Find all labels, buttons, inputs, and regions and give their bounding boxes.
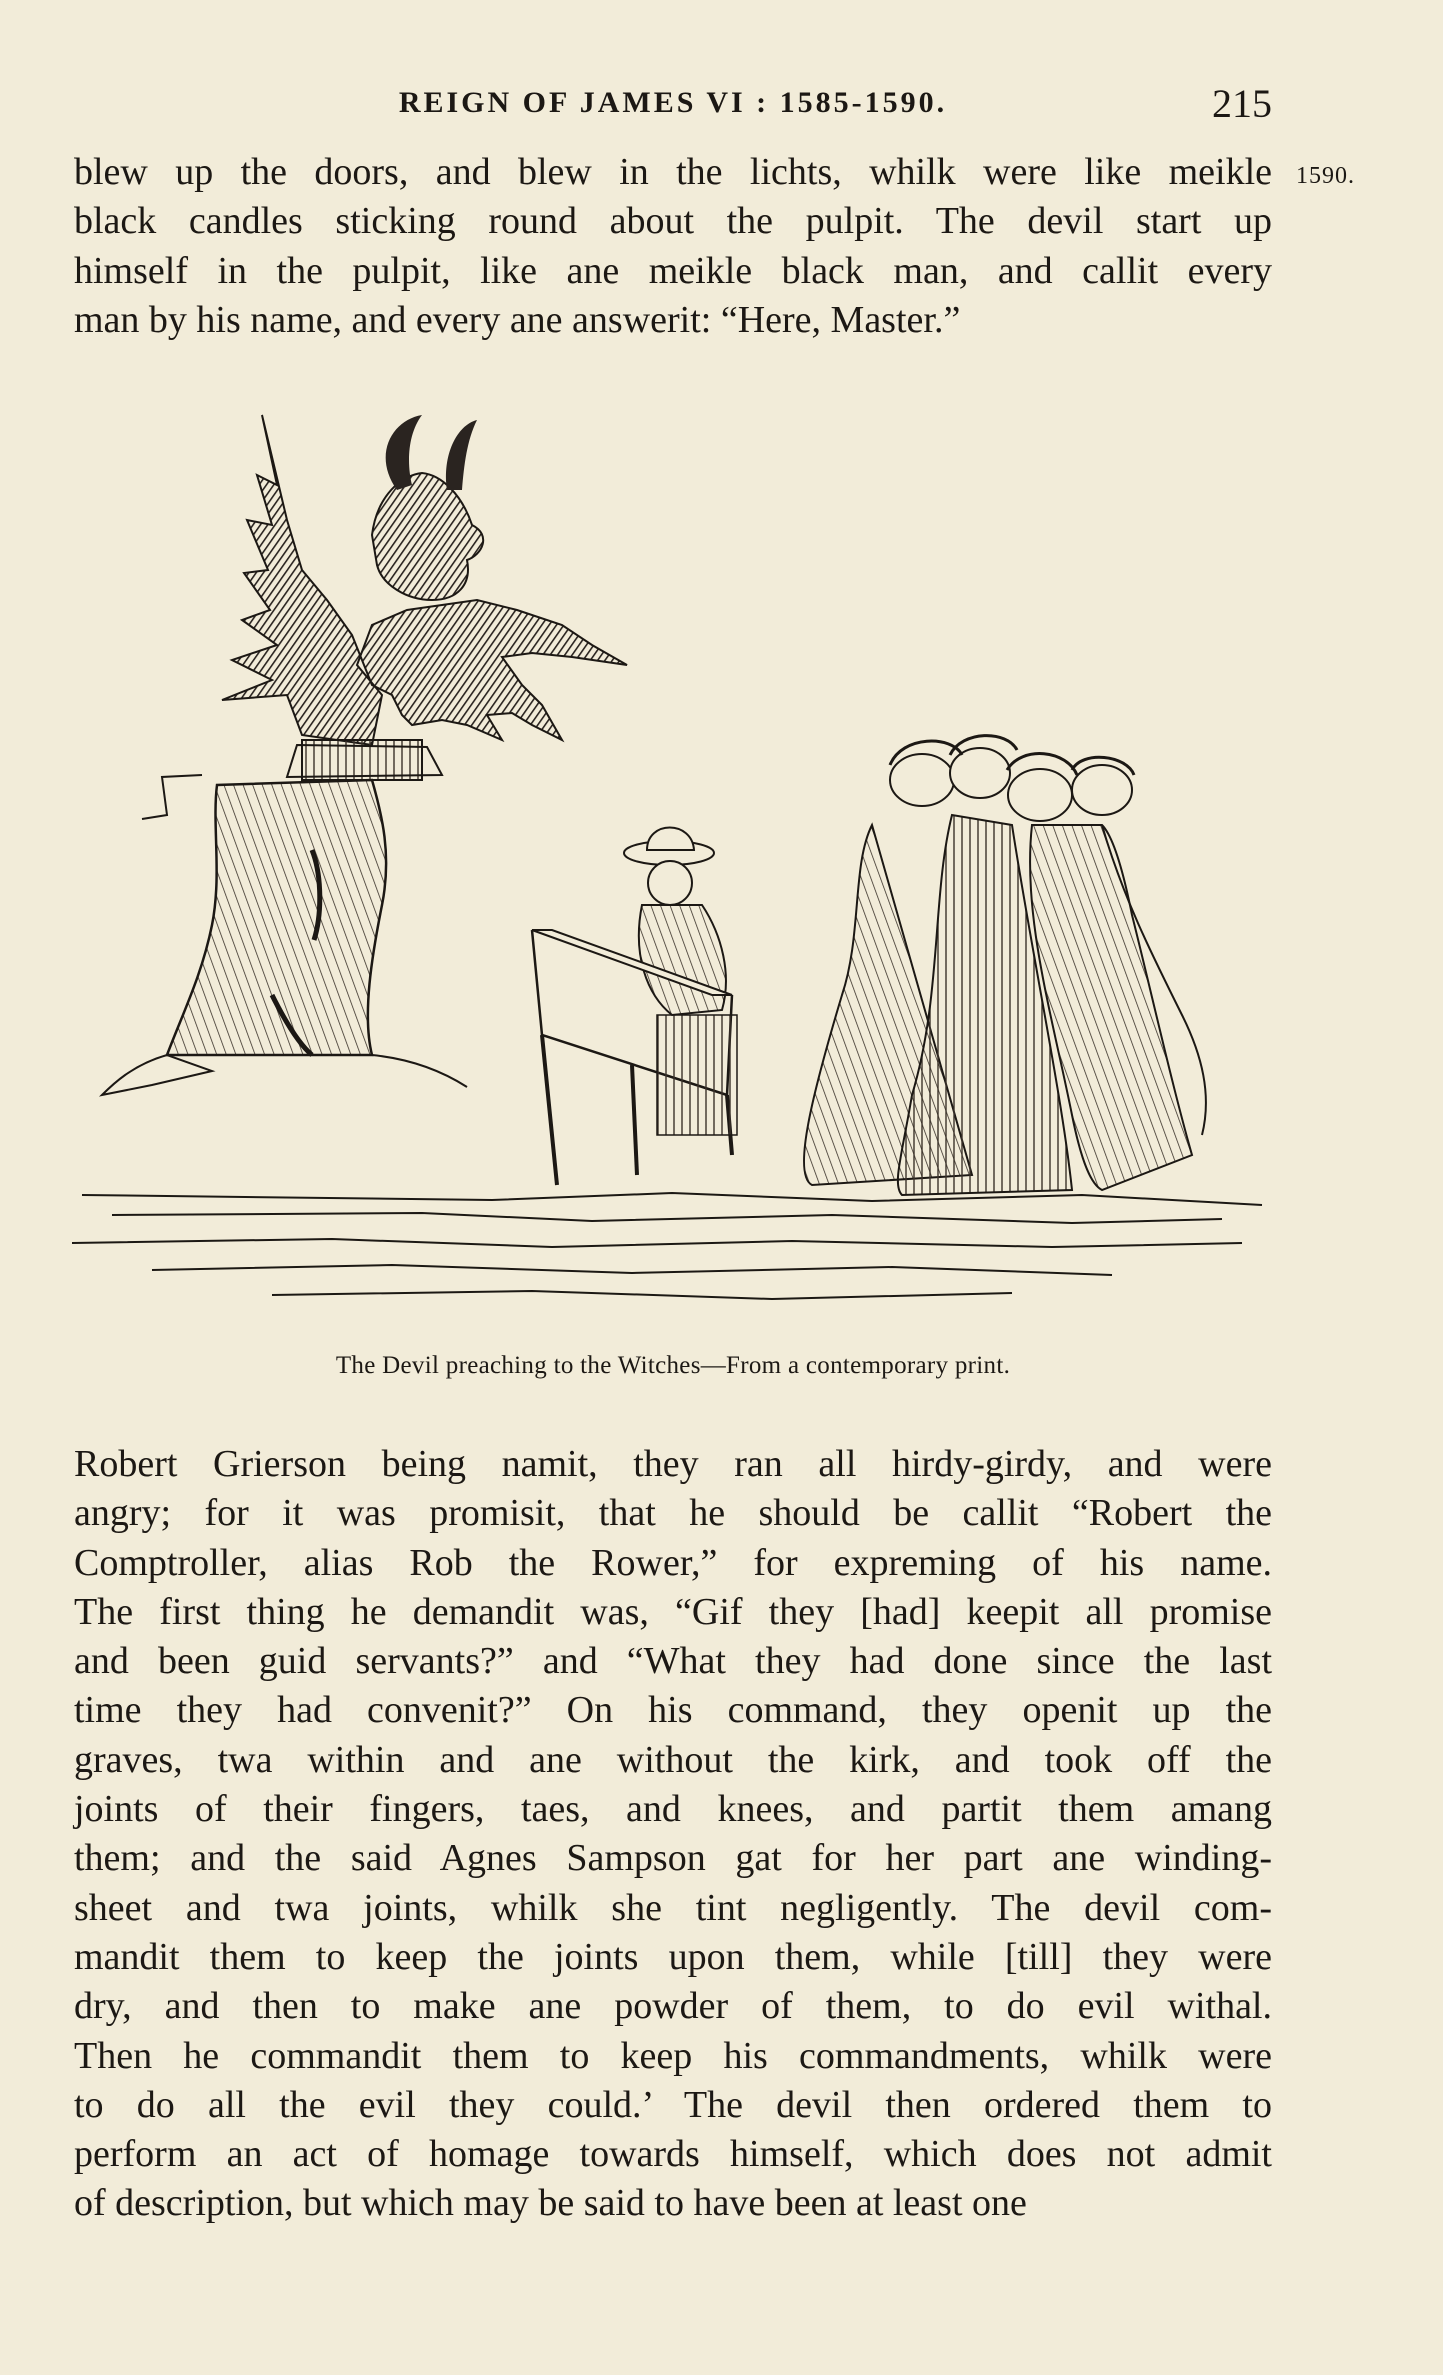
page-number: 215 xyxy=(1212,81,1272,126)
text-line: joints of their fingers, taes, and knees, and partit them amang xyxy=(74,1788,1272,1831)
text-line: man by his name, and every ane answerit: “Here, Master.” xyxy=(74,298,961,341)
text-block-top xyxy=(74,148,1272,345)
text-line: The first thing he demandit was, “Gif they [had] keepit all promise xyxy=(74,1590,1272,1633)
text-line: mandit them to keep the joints upon them, while [till] they were xyxy=(74,1935,1272,1978)
ground-lines xyxy=(72,1193,1262,1299)
text-line: sheet and twa joints, whilk she tint negligently. The devil com- xyxy=(74,1886,1272,1929)
text-line: time they had convenit?” On his command, they openit up the xyxy=(74,1689,1272,1732)
text-line: himself in the pulpit, like ane meikle black man, and callit every xyxy=(74,249,1272,292)
text-line: angry; for it was promisit, that he should be callit “Robert the xyxy=(74,1492,1272,1535)
text-line: to do all the evil they could.’ The devil then ordered them to xyxy=(74,2083,1272,2126)
text-line: blew up the doors, and blew in the lichts, whilk were like meikle xyxy=(74,151,1272,193)
text-line: Comptroller, alias Rob the Rower,” for expreming of his name. xyxy=(74,1541,1272,1584)
figure-caption: The Devil preaching to the Witches—From a contemporary print. xyxy=(335,1352,1011,1379)
text-line: graves, twa within and ane without the kirk, and took off the xyxy=(74,1738,1272,1781)
text-line: them; and the said Agnes Sampson gat for her part ane winding- xyxy=(74,1837,1272,1880)
text-line: Then he commandit them to keep his commandments, whilk were xyxy=(74,2034,1272,2077)
devil-figure xyxy=(222,415,627,780)
pulpit-stump xyxy=(102,775,467,1095)
witches-group xyxy=(804,736,1206,1195)
running-head xyxy=(74,80,1272,130)
margin-year-note: 1590. xyxy=(1296,163,1355,189)
text-line: and been guid servants?” and “What they had done since the last xyxy=(74,1640,1272,1683)
text-line: of description, but which may be said to have been at least one xyxy=(74,2182,1027,2225)
text-line: black candles sticking round about the pulpit. The devil start up xyxy=(74,200,1272,243)
text-line: perform an act of homage towards himself, which does not admit xyxy=(74,2133,1272,2176)
woodcut-illustration xyxy=(72,395,1272,1325)
text-line: dry, and then to make ane powder of them, to do evil withal. xyxy=(74,1985,1272,2028)
text-block-bottom xyxy=(74,1440,1272,2229)
text-line: Robert Grierson being namit, they ran all hirdy-girdy, and were xyxy=(74,1443,1272,1485)
running-title: REIGN OF JAMES VI : 1585-1590. xyxy=(398,86,948,119)
clerk-at-desk xyxy=(532,828,737,1186)
